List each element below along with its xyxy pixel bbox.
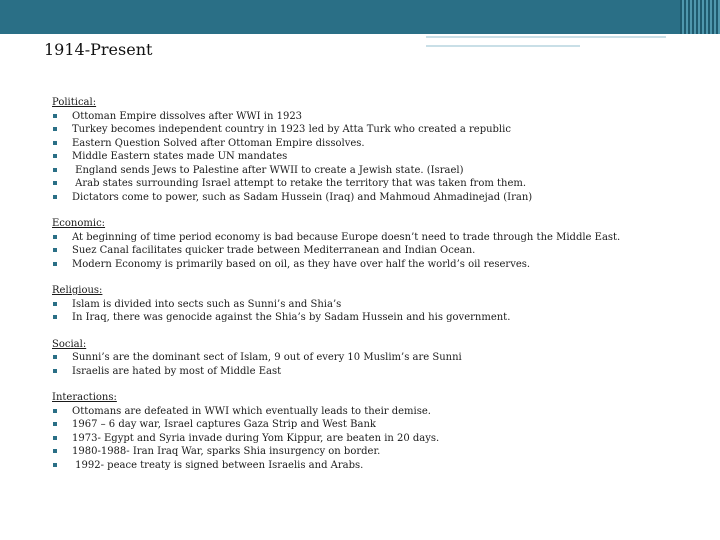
section-political <box>52 96 702 204</box>
list-item <box>52 311 702 325</box>
bullet-icon <box>53 141 57 145</box>
list-item-text: Modern Economy is primarily based on oil, as they have over half the world’s oil reserves. <box>72 258 531 270</box>
bullet-icon <box>53 235 57 239</box>
list-item <box>52 298 702 312</box>
list-item <box>52 177 702 191</box>
list-item <box>52 445 702 459</box>
list-item-text: At beginning of time period economy is bad because Europe doesn’t need to trade through the Middle East. <box>72 231 621 243</box>
bullet-icon <box>53 195 57 199</box>
bullet-list <box>52 231 702 272</box>
list-item-text: 1980-1988- Iran Iraq War, sparks Shia insurgency on border. <box>72 446 381 457</box>
bullet-icon <box>53 409 57 413</box>
list-item-text: Ottomans are defeated in WWI which eventually leads to their demise. <box>72 405 431 417</box>
list-item-text: Islam is divided into sects such as Sunni’s and Shia’s <box>72 298 342 310</box>
bullet-icon <box>53 355 57 359</box>
list-item <box>52 191 702 205</box>
bullet-icon <box>53 154 57 158</box>
list-item <box>52 258 702 272</box>
section-social <box>52 338 702 379</box>
list-item-text: Arab states surrounding Israel attempt to retake the territory that was taken from them. <box>72 178 527 189</box>
bullet-icon <box>53 369 57 373</box>
list-item-text: Suez Canal facilitates quicker trade between Mediterranean and Indian Ocean. <box>72 245 476 256</box>
section-heading: Social: <box>52 338 87 350</box>
section-heading: Political: <box>52 97 97 108</box>
list-item <box>52 432 702 446</box>
section-economic <box>52 217 702 271</box>
header-stripes <box>680 0 720 34</box>
accent-line <box>426 36 666 38</box>
section-interactions <box>52 391 702 472</box>
bullet-list <box>52 351 702 378</box>
bullet-list <box>52 298 702 325</box>
list-item-text: Israelis are hated by most of Middle East <box>72 365 282 377</box>
list-item-text: Sunni’s are the dominant sect of Islam, 9 out of every 10 Muslim’s are Sunni <box>72 352 462 363</box>
bullet-list <box>52 405 702 473</box>
bullet-icon <box>53 248 57 252</box>
bullet-icon <box>53 422 57 426</box>
header-bar <box>0 0 720 34</box>
list-item <box>52 123 702 137</box>
list-item-text: In Iraq, there was genocide against the Shia’s by Sadam Hussein and his government. <box>72 312 511 323</box>
list-item <box>52 244 702 258</box>
list-item-text: Eastern Question Solved after Ottoman Empire dissolves. <box>72 137 365 149</box>
section-heading: Economic: <box>52 218 106 229</box>
section-religious <box>52 284 702 325</box>
list-item <box>52 351 702 365</box>
list-item-text: Middle Eastern states made UN mandates <box>72 151 288 162</box>
bullet-icon <box>53 302 57 306</box>
accent-line-short <box>426 45 580 47</box>
list-item-text: England sends Jews to Palestine after WWII to create a Jewish state. (Israel) <box>72 164 464 176</box>
list-item <box>52 365 702 379</box>
bullet-icon <box>53 463 57 467</box>
bullet-icon <box>53 127 57 131</box>
list-item <box>52 137 702 151</box>
bullet-icon <box>53 168 57 172</box>
list-item <box>52 459 702 473</box>
bullet-icon <box>53 449 57 453</box>
list-item-text: Dictators come to power, such as Sadam Hussein (Iraq) and Mahmoud Ahmadinejad (Iran) <box>72 191 533 203</box>
list-item <box>52 231 702 245</box>
slide-title: 1914-Present <box>44 40 153 59</box>
list-item-text: 1967 – 6 day war, Israel captures Gaza Strip and West Bank <box>72 419 376 430</box>
bullet-icon <box>53 181 57 185</box>
list-item <box>52 164 702 178</box>
section-heading: Interactions: <box>52 392 117 403</box>
list-item <box>52 405 702 419</box>
bullet-icon <box>53 436 57 440</box>
list-item <box>52 110 702 124</box>
list-item-text: Ottoman Empire dissolves after WWI in 1923 <box>72 110 303 122</box>
bullet-list <box>52 110 702 205</box>
list-item-text: Turkey becomes independent country in 1923 led by Atta Turk who created a republic <box>72 124 511 135</box>
bullet-icon <box>53 262 57 266</box>
bullet-icon <box>53 114 57 118</box>
list-item <box>52 150 702 164</box>
section-heading: Religious: <box>52 285 103 296</box>
list-item <box>52 418 702 432</box>
list-item-text: 1992- peace treaty is signed between Israelis and Arabs. <box>72 459 364 471</box>
list-item-text: 1973- Egypt and Syria invade during Yom Kippur, are beaten in 20 days. <box>72 432 440 444</box>
slide-body <box>52 96 702 485</box>
bullet-icon <box>53 315 57 319</box>
